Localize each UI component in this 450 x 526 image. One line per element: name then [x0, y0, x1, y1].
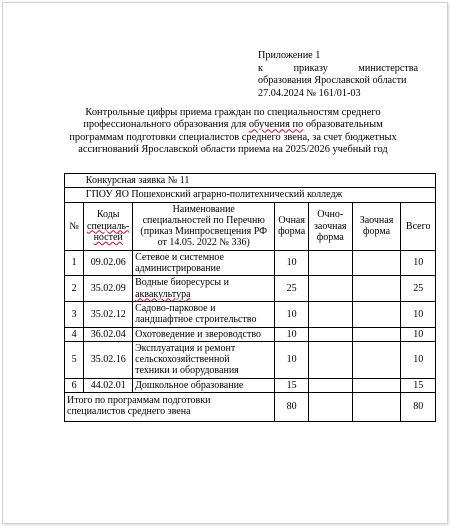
row-full-time: 10: [275, 341, 309, 378]
table-row: [65, 378, 436, 392]
table-row: [65, 276, 436, 302]
row-mixed: [308, 250, 352, 276]
appendix-word: к: [258, 62, 263, 74]
row-part-time: [352, 327, 401, 341]
name-line: Водные биоресурсы и: [135, 277, 229, 289]
heading-line2: [63, 119, 403, 131]
heading-text: образовательным: [303, 119, 383, 131]
row-name: [133, 301, 275, 327]
heading-text: профессионального образования для: [83, 119, 249, 131]
header-part-time: [352, 202, 401, 250]
appendix-note: [258, 50, 418, 100]
header-codes: [84, 202, 133, 250]
name-line: Садово-парковое и: [135, 302, 216, 314]
row-name: [133, 341, 275, 378]
row-full-time: 10: [275, 327, 309, 341]
row-code: 35.02.16: [84, 341, 133, 378]
header-text: Коды: [96, 209, 120, 221]
header-text: Заочная: [359, 214, 394, 226]
header-text: заочная: [313, 220, 347, 232]
appendix-line1: Приложение 1: [258, 50, 321, 61]
row-code: 36.02.04: [84, 327, 133, 341]
row-mixed: [308, 341, 352, 378]
table-row: [65, 301, 436, 327]
row-total: 15: [401, 378, 436, 392]
header-name: [133, 202, 275, 250]
appendix-word: министерства: [358, 62, 418, 74]
row-no: 6: [65, 378, 84, 392]
name-line: аквакультура: [135, 288, 191, 300]
name-line: Охотоведение и звероводство: [135, 328, 261, 340]
row-part-time: [352, 378, 401, 392]
row-part-time: [352, 276, 401, 302]
row-full-time: 15: [275, 378, 309, 392]
appendix-line3: образования Ярославской области: [258, 75, 407, 86]
header-total: Всего: [401, 202, 436, 250]
name-line: Дошкольное образование: [135, 379, 244, 391]
totals-total: 80: [401, 393, 436, 422]
heading-line3: программам подготовки специалистов среднего звена, за счет бюджетных: [69, 131, 397, 143]
header-text: Очно-: [317, 209, 344, 221]
table-row: [65, 341, 436, 378]
row-no: 2: [65, 276, 84, 302]
row-full-time: 25: [275, 276, 309, 302]
heading-line1: Контрольные цифры приема граждан по специальностям среднего: [85, 107, 381, 118]
row-mixed: [308, 327, 352, 341]
row-part-time: [352, 301, 401, 327]
totals-label: [65, 393, 275, 422]
totals-mixed: [308, 393, 352, 422]
appendix-line4: 27.04.2024 № 161/01-03: [258, 87, 361, 99]
table-row: [65, 250, 436, 276]
row-full-time: 10: [275, 301, 309, 327]
header-text: Наименование: [172, 203, 235, 215]
totals-full-time: 80: [275, 393, 309, 422]
row-code: 35.02.09: [84, 276, 133, 302]
header-no: №: [65, 202, 84, 250]
heading-line4: ассигнований Ярославской области приема на 2025/2026 учебный год: [78, 144, 388, 156]
header-text: форма: [316, 231, 344, 243]
contest-label: Конкурсная заявка № 11: [84, 174, 436, 188]
row-no: 3: [65, 301, 84, 327]
row-total: 25: [401, 276, 436, 302]
contest-row: [65, 174, 436, 188]
row-mixed: [308, 378, 352, 392]
name-line: сельскохозяйственной: [135, 354, 230, 366]
row-code: 35.02.12: [84, 301, 133, 327]
header-row: [65, 202, 436, 250]
row-no: 5: [65, 341, 84, 378]
row-part-time: [352, 341, 401, 378]
row-full-time: 10: [275, 250, 309, 276]
name-line: ландшафтное строительство: [135, 314, 257, 326]
row-no: 1: [65, 250, 84, 276]
name-line: администрирование: [135, 263, 221, 275]
row-total: 10: [401, 341, 436, 378]
header-text: специаль-: [87, 220, 130, 232]
institution-name: ГПОУ ЯО Пошехонский аграрно-политехнический колледж: [84, 188, 436, 202]
row-total: 10: [401, 250, 436, 276]
header-text: (приказ Минпросвещения РФ: [140, 226, 268, 238]
totals-text: Итого по программам подготовки: [67, 395, 211, 407]
name-line: техники и оборудования: [135, 365, 239, 377]
row-mixed: [308, 301, 352, 327]
header-text: форма: [278, 226, 306, 238]
header-text: специальностей по Перечню: [142, 214, 265, 226]
header-text: форма: [362, 226, 391, 238]
row-name: [133, 327, 275, 341]
admission-table: [64, 173, 436, 422]
row-name: [133, 250, 275, 276]
row-no: 4: [65, 327, 84, 341]
row-name: [133, 276, 275, 302]
header-full-time: [275, 202, 309, 250]
row-total: 10: [401, 327, 436, 341]
row-mixed: [308, 276, 352, 302]
table-row: [65, 327, 436, 341]
row-part-time: [352, 250, 401, 276]
header-text: от 14.05. 2022 № 336): [157, 237, 250, 249]
institution-row: [65, 188, 436, 202]
heading-text-underlined: обучения по: [248, 119, 304, 131]
totals-part-time: [352, 393, 401, 422]
row-code: 09.02.06: [84, 250, 133, 276]
name-line: Эксплуатация и ремонт: [135, 342, 236, 354]
header-mixed: [308, 202, 352, 250]
row-name: [133, 378, 275, 392]
document-heading: [63, 107, 403, 157]
row-total: 10: [401, 301, 436, 327]
name-line: Сетевое и системное: [135, 251, 224, 263]
totals-text: специалистов среднего звена: [67, 406, 191, 418]
appendix-line2: [258, 63, 418, 76]
header-text: ностей: [93, 231, 123, 243]
header-text: Очная: [278, 214, 305, 226]
totals-row: [65, 393, 436, 422]
appendix-word: приказу: [293, 62, 328, 74]
document-page: [2, 2, 448, 524]
row-code: 44.02.01: [84, 378, 133, 392]
